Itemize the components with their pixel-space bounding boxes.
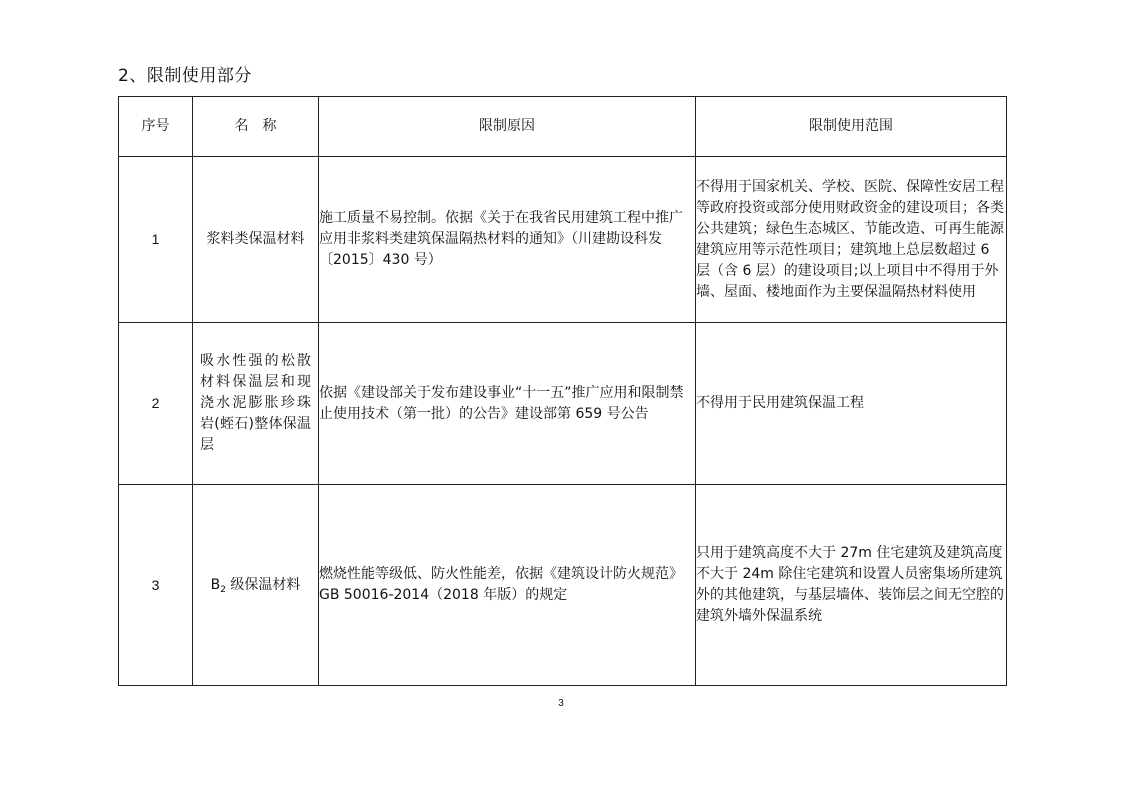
restricted-use-table	[118, 96, 1007, 686]
row-restriction-scope: 只用于建筑高度不大于 27m 住宅建筑及建筑高度不大于 24m 除住宅建筑和设置人员密集场所建筑外的其他建筑，与基层墙体、装饰层之间无空腔的建筑外墙外保温系统	[696, 485, 1007, 686]
row-restriction-scope: 不得用于民用建筑保温工程	[696, 323, 1007, 485]
row-restriction-reason: 施工质量不易控制。依据《关于在我省民用建筑工程中推广应用非浆料类建筑保温隔热材料的通知》（川建勘设科发〔2015〕430 号）	[319, 157, 696, 323]
header-serial-number: 序号	[119, 97, 193, 157]
header-restriction-scope: 限制使用范围	[696, 97, 1007, 157]
row-restriction-scope: 不得用于国家机关、学校、医院、保障性安居工程等政府投资或部分使用财政资金的建设项目；各类公共建筑；绿色生态城区、节能改造、可再生能源建筑应用等示范性项目；建筑地上总层数超过 6 层（含 6 层）的建设项目;以上项目中不得用于外墙、屋面、楼地面作为主要保温隔热材料使用	[696, 157, 1007, 323]
section-heading: 2、限制使用部分	[118, 66, 252, 86]
table-row	[119, 323, 1007, 485]
table-row	[119, 485, 1007, 686]
row-restriction-reason: 燃烧性能等级低、防火性能差，依据《建筑设计防火规范》GB 50016-2014（2018 年版）的规定	[319, 485, 696, 686]
row-restriction-reason: 依据《建设部关于发布建设事业“十一五”推广应用和限制禁止使用技术（第一批）的公告》建设部第 659 号公告	[319, 323, 696, 485]
row-serial-number: 3	[119, 485, 193, 686]
material-grade-letter: B	[210, 576, 221, 593]
header-name: 名 称	[193, 97, 319, 157]
row-serial-number: 1	[119, 157, 193, 323]
material-grade-subscript: 2	[220, 584, 226, 595]
table-row	[119, 157, 1007, 323]
row-material-name: 吸水性强的松散材料保温层和现浇水泥膨胀珍珠岩(蛭石)整体保温层	[193, 323, 319, 485]
row-material-name: 浆料类保温材料	[193, 157, 319, 323]
row-serial-number: 2	[119, 323, 193, 485]
material-name-suffix: 级保温材料	[225, 576, 301, 593]
row-material-name	[193, 485, 319, 686]
table-header-row	[119, 97, 1007, 157]
header-restriction-reason: 限制原因	[319, 97, 696, 157]
page-number: 3	[558, 698, 564, 709]
